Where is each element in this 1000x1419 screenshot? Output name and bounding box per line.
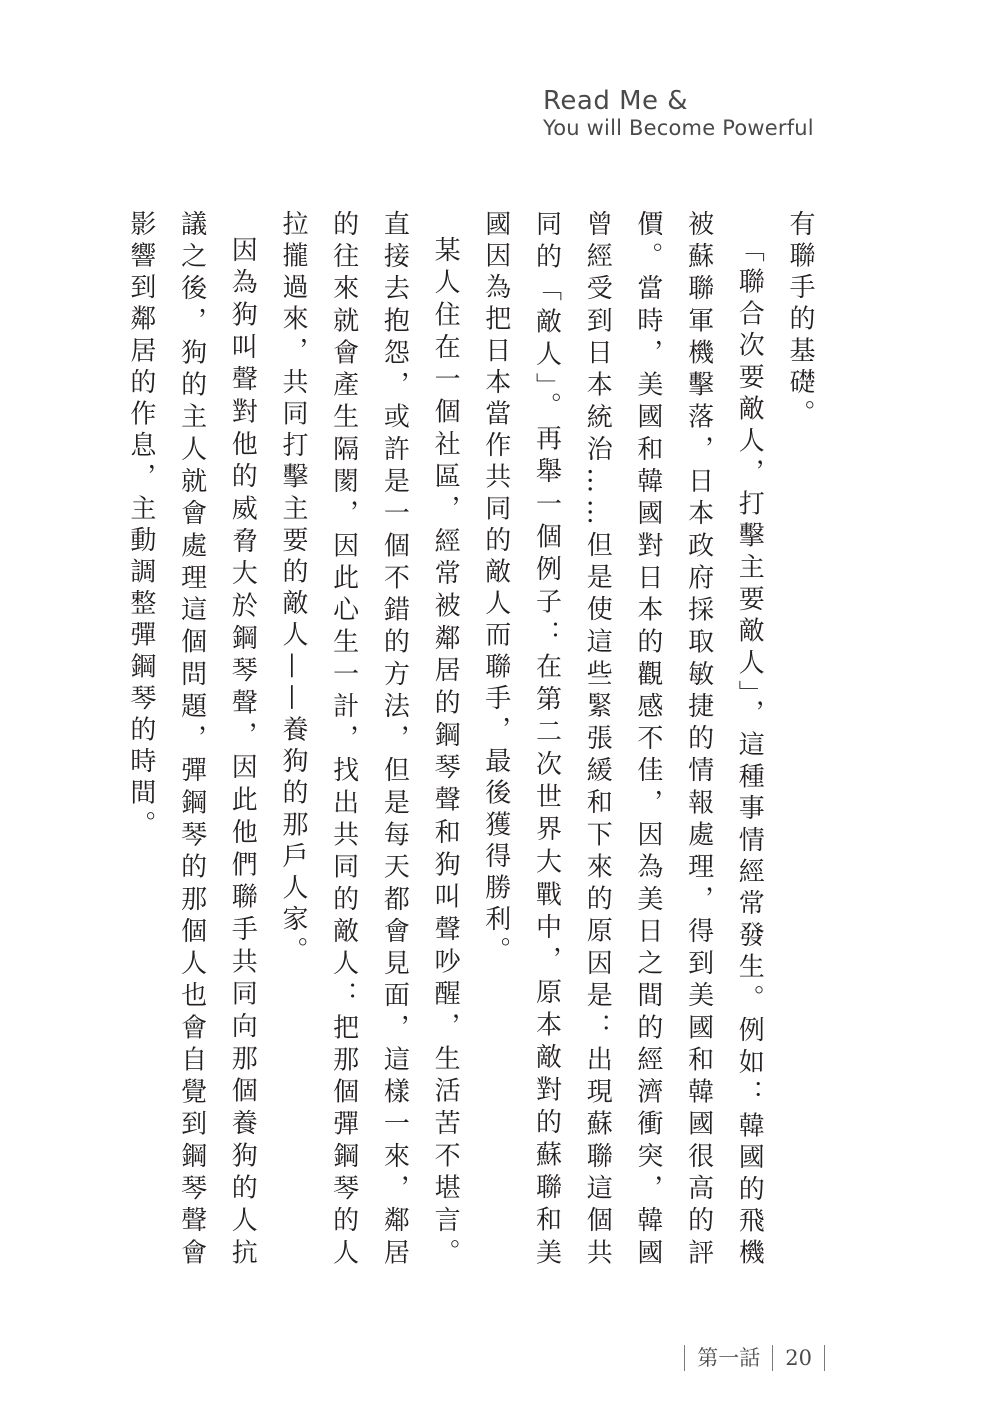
header-title-line1: Read Me & bbox=[543, 86, 689, 116]
paragraph: 因為狗叫聲對他的威脅大於鋼琴聲，因此他們聯手共同向那個養狗的人抗議之後，狗的主人就會處理這個問題，彈鋼琴的那個人也會自覺到鋼琴聲會影響到鄰居的作息，主動調整彈鋼琴的時間。 bbox=[125, 210, 258, 1270]
running-header bbox=[543, 86, 903, 140]
footer-divider bbox=[824, 1345, 825, 1371]
footer-divider bbox=[772, 1345, 773, 1371]
paragraph-continuation: 有聯手的基礎。 bbox=[785, 210, 815, 432]
chapter-label: 第一話 bbox=[697, 1346, 761, 1370]
paragraph: 「聯合次要敵人，打擊主要敵人」，這種事情經常發生。例如：韓國的飛機被蘇聯軍機擊落，日本政府採取敏捷的情報處理，得到美國和韓國很高的評價。當時，美國和韓國對日本的觀感不佳，因為美日之間的經濟衝突，韓國曾經受到日本統治……但是使這些緊張緩和下來的原因是：出現蘇聯這個共同的「敵人」。再舉一個例子：在第二次世界大戰中，原本敵對的蘇聯和美國因為把日本當作共同的敵人而聯手，最後獲得勝利。 bbox=[480, 210, 765, 1270]
header-title-line2: You will Become Powerful bbox=[543, 116, 814, 140]
paragraph: 某人住在一個社區，經常被鄰居的鋼琴聲和狗叫聲吵醒，生活苦不堪言。直接去抱怨，或許是一個不錯的方法，但是每天都會見面，這樣一來，鄰居的往來就會產生隔閡，因此心生一計，找出共同的敵人：把那個彈鋼琴的人拉攏過來，共同打擊主要的敵人——養狗的那戶人家。 bbox=[277, 210, 461, 1270]
page-number: 20 bbox=[785, 1346, 812, 1370]
vertical-body-text bbox=[125, 210, 825, 1270]
page-footer bbox=[684, 1344, 825, 1372]
footer-divider bbox=[684, 1345, 685, 1371]
